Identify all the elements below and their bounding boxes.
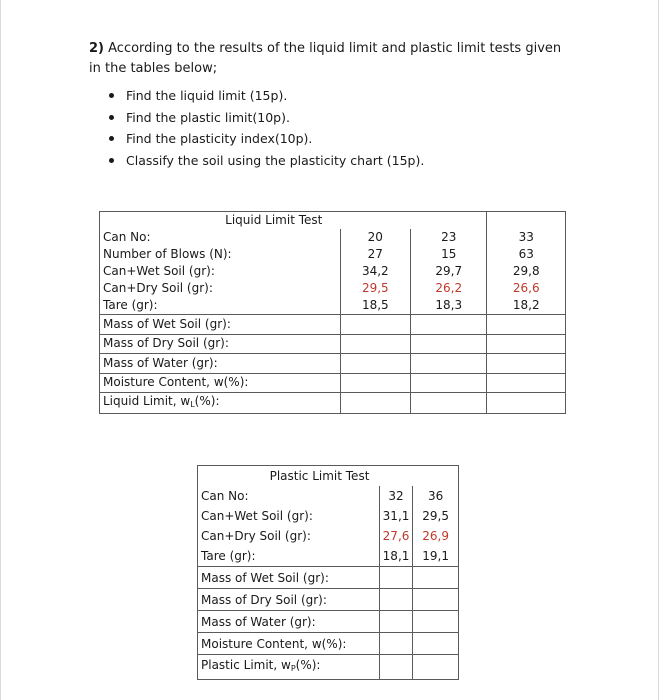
row-label: Mass of Wet Soil (gr): [100, 315, 341, 335]
table-title: Plastic Limit Test [198, 466, 459, 487]
row-label: Mass of Dry Soil (gr): [198, 589, 380, 611]
table-cell: 36 [413, 486, 459, 506]
table-cell [487, 315, 566, 335]
row-label: Mass of Water (gr): [100, 354, 341, 374]
table-cell [410, 354, 486, 374]
row-label: Can+Wet Soil (gr): [198, 506, 380, 526]
table-cell [379, 589, 413, 611]
row-label: Can+Dry Soil (gr): [100, 280, 341, 297]
table-cell [413, 567, 459, 589]
table-cell [410, 334, 486, 354]
row-label: Moisture Content, w(%): [198, 633, 380, 655]
table-cell [487, 334, 566, 354]
row-label: Can+Dry Soil (gr): [198, 526, 380, 546]
row-label: Liquid Limit, $w_L(\%)$: [100, 393, 341, 414]
table-cell: 63 [487, 246, 566, 263]
table-cell [340, 393, 410, 414]
table-cell [413, 655, 459, 680]
table-cell [487, 393, 566, 414]
table-cell: 29,7 [410, 263, 486, 280]
task-list [109, 85, 424, 171]
table-cell: 18,1 [379, 546, 413, 567]
table-cell: 26,6 [487, 280, 566, 297]
row-label: Number of Blows (N): [100, 246, 341, 263]
table-cell: 29,8 [487, 263, 566, 280]
liquid-limit-table [99, 211, 566, 414]
table-cell [379, 567, 413, 589]
table-cell [379, 655, 413, 680]
table-cell [410, 373, 486, 393]
row-label: Tare (gr): [100, 297, 341, 315]
table-cell: 26,9 [413, 526, 459, 546]
row-label: Moisture Content, w(%): [100, 373, 341, 393]
row-label: Can No: [100, 229, 341, 246]
task-item: Find the plasticity index(10p). [109, 128, 424, 150]
table-cell: 32 [379, 486, 413, 506]
table-cell [413, 633, 459, 655]
table-cell: 33 [487, 229, 566, 246]
question-text [89, 39, 569, 79]
task-item: Classify the soil using the plasticity chart (15p). [109, 150, 424, 172]
table-cell: 34,2 [340, 263, 410, 280]
table-cell [379, 611, 413, 633]
table-cell: 23 [410, 229, 486, 246]
table-cell: 31,1 [379, 506, 413, 526]
row-label: Plastic Limit, $w_P(\%)$: [198, 655, 380, 680]
row-label: Mass of Dry Soil (gr): [100, 334, 341, 354]
table-cell [340, 334, 410, 354]
table-cell [413, 589, 459, 611]
table-cell: 27 [340, 246, 410, 263]
task-item: Find the liquid limit (15p). [109, 85, 424, 107]
question-body: According to the results of the liquid limit and plastic limit tests given in the tables below; [89, 41, 562, 76]
row-label: Can No: [198, 486, 380, 506]
table-cell: 19,1 [413, 546, 459, 567]
table-cell: 18,5 [340, 297, 410, 315]
table-cell: 29,5 [413, 506, 459, 526]
table-cell [410, 315, 486, 335]
plastic-limit-table [197, 465, 459, 680]
table-cell: 18,2 [487, 297, 566, 315]
table-title: Liquid Limit Test [100, 212, 411, 230]
task-item: Find the plastic limit(10p). [109, 107, 424, 129]
table-cell [340, 373, 410, 393]
table-cell: 20 [340, 229, 410, 246]
row-label: Tare (gr): [198, 546, 380, 567]
row-label: Mass of Wet Soil (gr): [198, 567, 380, 589]
table-cell [413, 611, 459, 633]
table-cell: 26,2 [410, 280, 486, 297]
row-label: Mass of Water (gr): [198, 611, 380, 633]
table-cell: 27,6 [379, 526, 413, 546]
question-number: 2) [89, 41, 104, 56]
table-cell [340, 354, 410, 374]
table-cell: 15 [410, 246, 486, 263]
table-cell: 29,5 [340, 280, 410, 297]
table-cell [379, 633, 413, 655]
table-cell [410, 393, 486, 414]
table-cell [487, 354, 566, 374]
table-cell [340, 315, 410, 335]
table-cell [487, 373, 566, 393]
row-label: Can+Wet Soil (gr): [100, 263, 341, 280]
table-cell: 18,3 [410, 297, 486, 315]
